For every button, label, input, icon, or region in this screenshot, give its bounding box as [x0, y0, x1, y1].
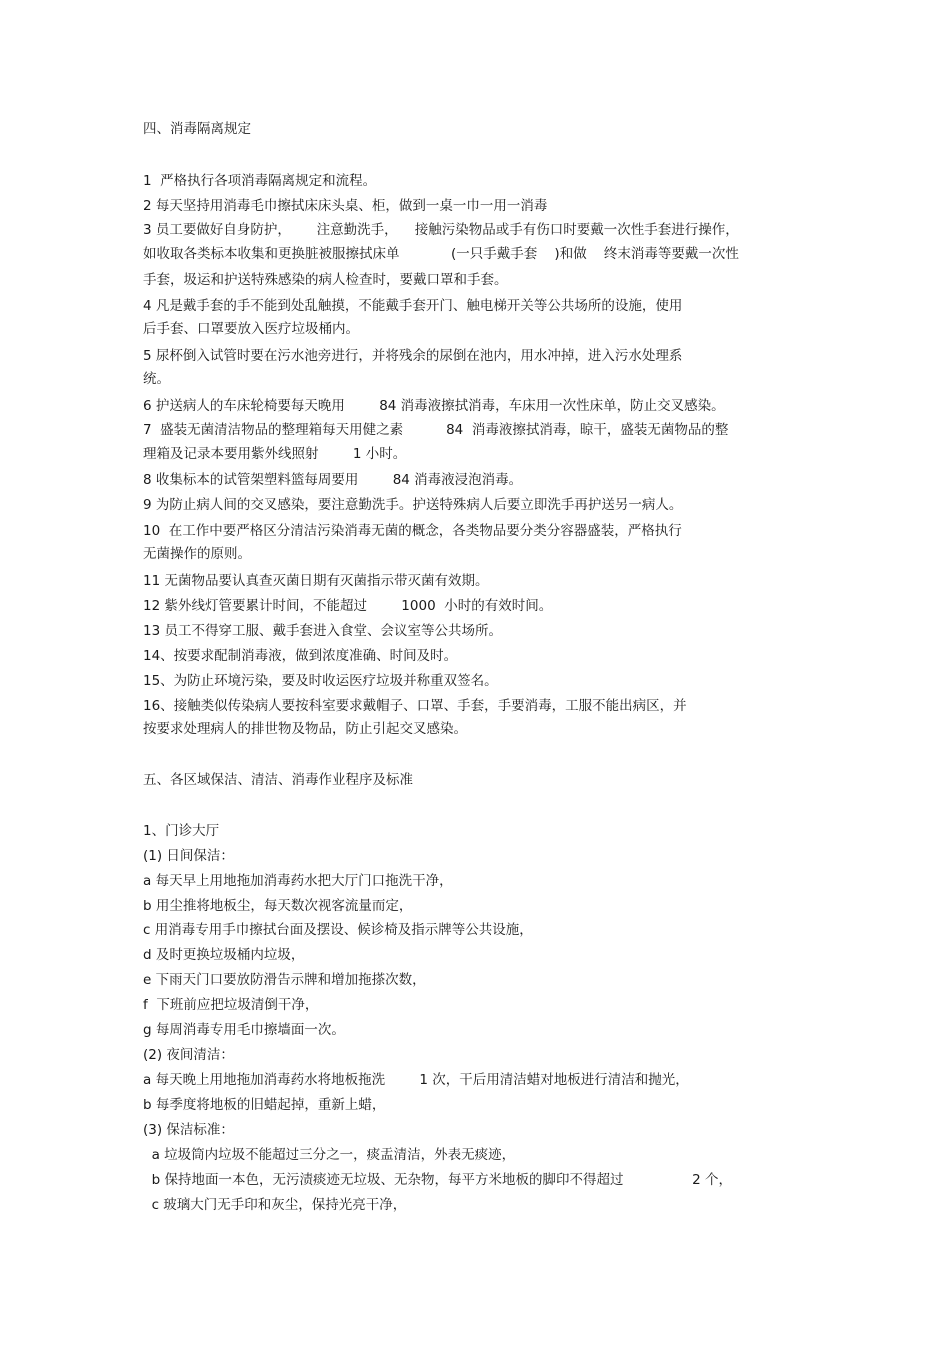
paragraph-line: b 每季度将地板的旧蜡起掉，重新上蜡， — [143, 1097, 386, 1113]
paragraph-line: 14、按要求配制消毒液，做到浓度准确、时间及时。 — [143, 648, 458, 664]
paragraph-line: (3) 保洁标准： — [143, 1122, 234, 1138]
paragraph-line: 手套，圾运和护送特殊感染的病人检查时，要戴口罩和手套。 — [143, 272, 508, 288]
paragraph-line: 后手套、口罩要放入医疗垃圾桶内。 — [143, 321, 359, 337]
paragraph-line: a 垃圾筒内垃圾不能超过三分之一，痰盂清洁，外表无痰迹， — [143, 1147, 516, 1163]
paragraph-line: 2 每天坚持用消毒毛巾擦拭床床头桌、柜，做到一桌一巾一用一消毒 — [143, 198, 548, 214]
paragraph-line: e 下雨天门口要放防滑告示牌和增加拖搽次数， — [143, 972, 426, 988]
paragraph-line: 3 员工要做好自身防护， 注意勤洗手， 接触污染物品或手有伤口时要戴一次性手套进行操作， — [143, 222, 739, 238]
paragraph-line: 1 严格执行各项消毒隔离规定和流程。 — [143, 173, 377, 189]
paragraph-line: (2) 夜间清洁： — [143, 1047, 234, 1063]
paragraph-line: 如收取各类标本收集和更换脏被服擦拭床单 (一只手戴手套 )和做 终末消毒等要戴一次性 — [143, 246, 739, 262]
paragraph-line: 无菌操作的原则。 — [143, 546, 251, 562]
paragraph-line: 11 无菌物品要认真查灭菌日期有灭菌指示带灭菌有效期。 — [143, 573, 489, 589]
paragraph-line: 5 尿杯倒入试管时要在污水池旁进行，并将残余的尿倒在池内，用水冲掉，进入污水处理系 — [143, 348, 683, 364]
paragraph-line: g 每周消毒专用毛巾擦墙面一次。 — [143, 1022, 345, 1038]
paragraph-line: 按要求处理病人的排世物及物品，防止引起交叉感染。 — [143, 721, 467, 737]
paragraph-line: 15、为防止环境污染，要及时收运医疗垃圾并称重双签名。 — [143, 673, 498, 689]
paragraph-line: b 保持地面一本色，无污渍痰迹无垃圾、无杂物，每平方米地板的脚印不得超过 2 个， — [143, 1172, 732, 1188]
paragraph-line: 8 收集标本的试管架塑料篮每周要用 84 消毒液浸泡消毒。 — [143, 472, 523, 488]
paragraph-line: 12 紫外线灯管要累计时间，不能超过 1000 小时的有效时间。 — [143, 598, 553, 614]
paragraph-line: 7 盛装无菌清洁物品的整理箱每天用健之素 84 消毒液擦拭消毒，晾干，盛装无菌物品的整 — [143, 422, 729, 438]
paragraph-line: (1) 日间保洁： — [143, 848, 234, 864]
paragraph-line: 理箱及记录本要用紫外线照射 1 小时。 — [143, 446, 407, 462]
paragraph-line: a 每天早上用地拖加消毒药水把大厅门口拖洗干净， — [143, 873, 453, 889]
paragraph-line: c 玻璃大门无手印和灰尘，保持光亮干净， — [143, 1197, 407, 1213]
section-5-title: 五、各区域保洁、清洁、消毒作业程序及标准 — [143, 772, 413, 788]
paragraph-line: 统。 — [143, 371, 170, 387]
paragraph-line: f 下班前应把垃圾清倒干净， — [143, 997, 319, 1013]
section-4-title: 四、消毒隔离规定 — [143, 121, 251, 137]
paragraph-line: 13 员工不得穿工服、戴手套进入食堂、会议室等公共场所。 — [143, 623, 502, 639]
paragraph-line: d 及时更换垃圾桶内垃圾， — [143, 947, 305, 963]
paragraph-line: 16、接触类似传染病人要按科室要求戴帽子、口罩、手套，手要消毒，工服不能出病区，并 — [143, 698, 687, 714]
paragraph-line: c 用消毒专用手巾擦拭台面及摆设、候诊椅及指示牌等公共设施， — [143, 922, 533, 938]
paragraph-line: a 每天晚上用地拖加消毒药水将地板拖洗 1 次，干后用清洁蜡对地板进行清洁和抛光， — [143, 1072, 689, 1088]
paragraph-line: 6 护送病人的车床轮椅要每天晚用 84 消毒液擦拭消毒，车床用一次性床单，防止交叉感染。 — [143, 398, 725, 414]
paragraph-line: 9 为防止病人间的交叉感染，要注意勤洗手。护送特殊病人后要立即洗手再护送另一病人。 — [143, 497, 683, 513]
paragraph-line: 1、门诊大厅 — [143, 823, 220, 839]
paragraph-line: 4 凡是戴手套的手不能到处乱触摸，不能戴手套开门、触电梯开关等公共场所的设施，使用 — [143, 298, 683, 314]
paragraph-line: b 用尘推将地板尘，每天数次视客流量而定， — [143, 898, 413, 914]
paragraph-line: 10 在工作中要严格区分清洁污染消毒无菌的概念，各类物品要分类分容器盛装，严格执行 — [143, 523, 682, 539]
